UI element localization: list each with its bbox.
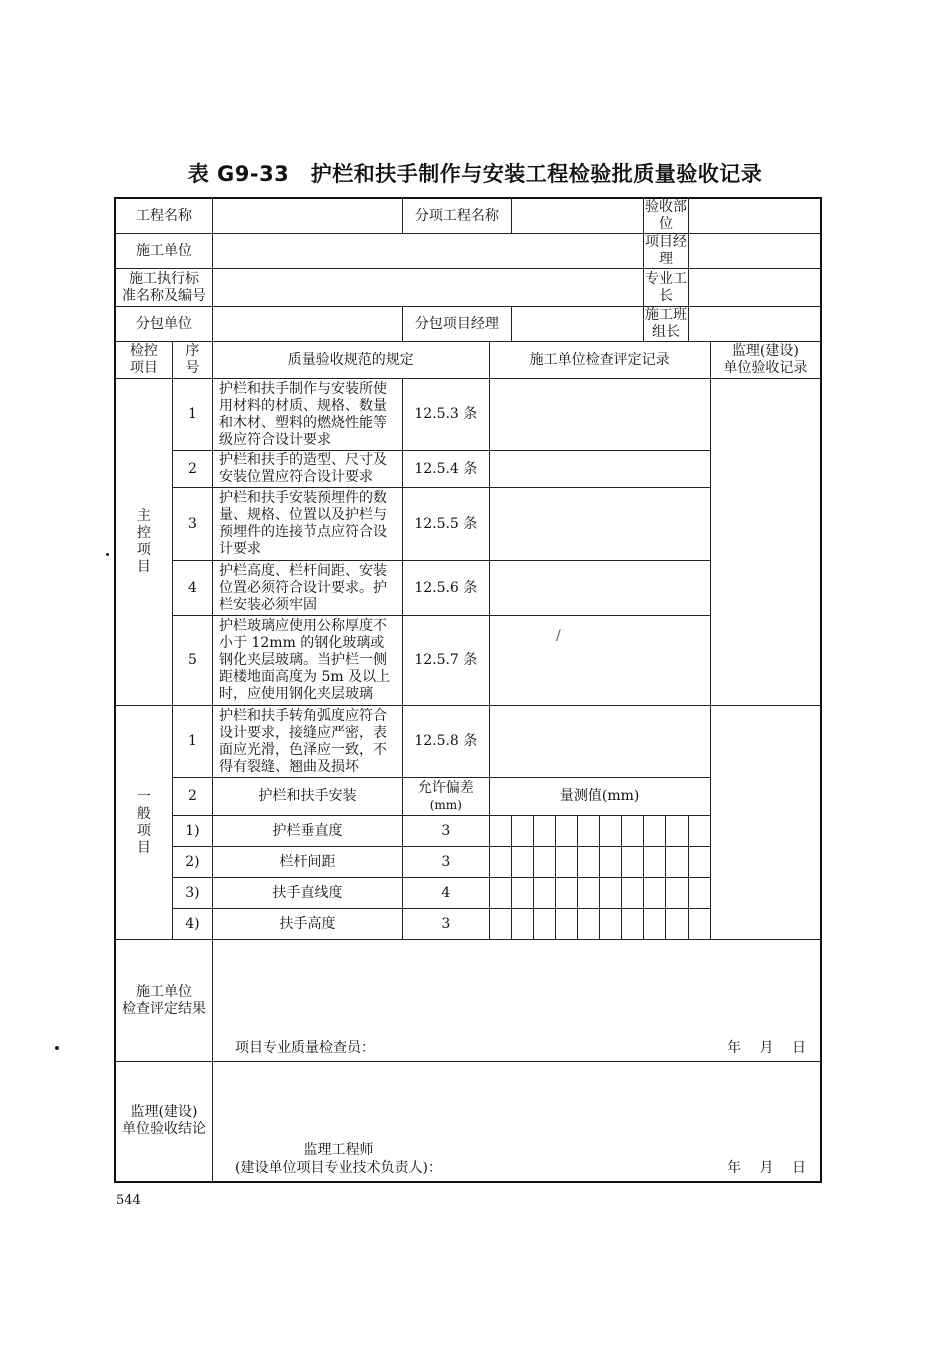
measure-cell[interactable] [666, 909, 688, 940]
construction-result-label: 施工单位 检查评定结果 [115, 940, 213, 1062]
measure-cell[interactable] [644, 909, 666, 940]
sub-item-text: 护栏垂直度 [213, 816, 403, 847]
sub-item-tolerance: 3 [403, 909, 489, 940]
tolerance-header: 允许偏差 (mm) [403, 778, 489, 816]
measure-cell[interactable] [489, 878, 511, 909]
subcontract-manager-field[interactable] [511, 307, 644, 342]
measure-cell[interactable] [688, 878, 710, 909]
measure-cell[interactable] [577, 909, 599, 940]
sub-item-text: 扶手高度 [213, 909, 403, 940]
sub-item-no: 4) [172, 909, 212, 940]
main-item-clause: 12.5.6 条 [403, 561, 489, 616]
measure-cell[interactable] [666, 847, 688, 878]
supervision-conclusion-label: 监理(建设) 单位验收结论 [115, 1062, 213, 1182]
supervision-header: 监理(建设) 单位验收记录 [710, 342, 821, 379]
measure-cell[interactable] [622, 816, 644, 847]
main-item-record[interactable] [489, 379, 710, 451]
standard-label: 施工执行标 准名称及编号 [115, 269, 213, 307]
sub-project-label: 分项工程名称 [403, 198, 512, 234]
scan-speck [55, 1046, 59, 1050]
measure-cell[interactable] [511, 878, 533, 909]
main-item-record[interactable] [489, 561, 710, 616]
project-manager-label: 项目经理 [644, 234, 687, 267]
measure-cell[interactable] [666, 816, 688, 847]
measure-cell[interactable] [622, 878, 644, 909]
measure-cell[interactable] [511, 816, 533, 847]
main-item-record[interactable] [489, 616, 710, 706]
sub-item-no: 2) [172, 847, 212, 878]
general-item-no: 1 [172, 706, 212, 778]
project-manager-field[interactable] [688, 234, 821, 269]
measure-cell[interactable] [555, 847, 577, 878]
main-item-no: 3 [172, 488, 212, 561]
general-item-text: 护栏和扶手转角弧度应符合设计要求，接缝应严密，表面应光滑，色泽应一致，不得有裂缝、翘曲及损坏 [213, 706, 403, 778]
measure-cell[interactable] [577, 847, 599, 878]
measure-cell[interactable] [644, 847, 666, 878]
main-item-text: 护栏和扶手安装预埋件的数量、规格、位置以及护栏与预埋件的连接节点应符合设计要求 [213, 488, 403, 561]
measured-header: 量测值(mm) [489, 778, 710, 816]
sub-item-no: 3) [172, 878, 212, 909]
construction-unit-field[interactable] [213, 234, 644, 269]
main-item-text: 护栏和扶手制作与安装所使用材料的材质、规格、数量和木材、塑料的燃烧性能等级应符合设计要求 [213, 379, 403, 451]
check-item-header: 检控 项目 [115, 342, 172, 379]
measure-cell[interactable] [688, 816, 710, 847]
sub-project-field[interactable] [511, 198, 644, 234]
measure-cell[interactable] [555, 909, 577, 940]
measure-cell[interactable] [533, 909, 555, 940]
professional-foreman-field[interactable] [688, 269, 821, 307]
main-item-no: 5 [172, 616, 212, 706]
measure-cell[interactable] [533, 847, 555, 878]
spec-header: 质量验收规范的规定 [213, 342, 490, 379]
measure-cell[interactable] [577, 878, 599, 909]
measure-cell[interactable] [688, 847, 710, 878]
measure-cell[interactable] [489, 816, 511, 847]
main-item-clause: 12.5.7 条 [403, 616, 489, 706]
measure-cell[interactable] [644, 816, 666, 847]
measure-cell[interactable] [489, 847, 511, 878]
construction-record-header: 施工单位检查评定记录 [489, 342, 710, 379]
measure-cell[interactable] [533, 816, 555, 847]
sub-item-tolerance: 4 [403, 878, 489, 909]
general-item-text: 护栏和扶手安装 [213, 778, 403, 816]
sub-item-text: 扶手直线度 [213, 878, 403, 909]
general-supervision-cell[interactable] [710, 706, 821, 940]
measure-cell[interactable] [511, 847, 533, 878]
main-item-clause: 12.5.5 条 [403, 488, 489, 561]
general-item-clause: 12.5.8 条 [403, 706, 489, 778]
measure-cell[interactable] [511, 909, 533, 940]
acceptance-part-label: 验收部位 [644, 199, 687, 232]
measure-cell[interactable] [555, 878, 577, 909]
team-leader-field[interactable] [688, 307, 821, 342]
measure-cell[interactable] [600, 816, 622, 847]
general-label: 一 般 项 目 [115, 706, 172, 940]
measure-cell[interactable] [489, 909, 511, 940]
main-item-record[interactable] [489, 451, 710, 488]
measure-cell[interactable] [688, 909, 710, 940]
measure-cell[interactable] [622, 909, 644, 940]
main-item-no: 1 [172, 379, 212, 451]
general-item-no: 2 [172, 778, 212, 816]
pen-mark: / [556, 628, 561, 644]
measure-cell[interactable] [555, 816, 577, 847]
measure-cell[interactable] [600, 909, 622, 940]
acceptance-part-field[interactable] [688, 198, 821, 234]
main-item-record[interactable] [489, 488, 710, 561]
sub-item-tolerance: 3 [403, 847, 489, 878]
main-control-label: 主 控 项 目 [115, 379, 172, 706]
page-number: 544 [116, 1193, 141, 1208]
construction-unit-label: 施工单位 [115, 234, 213, 269]
subcontract-manager-label: 分包项目经理 [403, 307, 512, 342]
team-leader-label: 施工班组长 [644, 307, 687, 340]
main-supervision-cell[interactable] [710, 379, 821, 706]
sub-item-no: 1) [172, 816, 212, 847]
construction-result-cell[interactable] [213, 940, 821, 1062]
standard-field[interactable] [213, 269, 644, 307]
measure-cell[interactable] [666, 878, 688, 909]
professional-foreman-label: 专业工长 [644, 269, 688, 307]
measure-cell[interactable] [533, 878, 555, 909]
subcontract-unit-label: 分包单位 [115, 307, 213, 342]
main-item-clause: 12.5.3 条 [403, 379, 489, 451]
conclusion-date: 年 月 日 [727, 1159, 806, 1176]
main-item-clause: 12.5.4 条 [403, 451, 489, 488]
main-item-text: 护栏和扶手的造型、尺寸及安装位置应符合设计要求 [213, 451, 403, 488]
measure-cell[interactable] [622, 847, 644, 878]
main-item-text: 护栏高度、栏杆间距、安装位置必须符合设计要求。护栏安装必须牢固 [213, 561, 403, 616]
measure-cell[interactable] [600, 847, 622, 878]
engineer-label: 监理工程师 (建设单位项目专业技术负责人)： [235, 1141, 442, 1176]
main-item-no: 4 [172, 561, 212, 616]
scan-speck [106, 553, 109, 556]
measure-cell[interactable] [600, 878, 622, 909]
project-name-label: 工程名称 [115, 198, 213, 234]
subcontract-unit-field[interactable] [213, 307, 403, 342]
sub-item-text: 栏杆间距 [213, 847, 403, 878]
page-title: 表 G9-33 护栏和扶手制作与安装工程检验批质量验收记录 [187, 162, 763, 186]
result-date: 年 月 日 [727, 1040, 806, 1056]
sub-item-tolerance: 3 [403, 816, 489, 847]
project-name-field[interactable] [213, 198, 403, 234]
seq-header: 序 号 [172, 342, 212, 379]
main-item-no: 2 [172, 451, 212, 488]
inspector-label: 项目专业质量检查员： [235, 1040, 376, 1056]
main-item-text: 护栏玻璃应使用公称厚度不小于 12mm 的钢化玻璃或钢化夹层玻璃。当护栏一侧距楼地面高度为 5m 及以上时，应使用钢化夹层玻璃 [213, 616, 403, 706]
supervision-conclusion-cell[interactable] [213, 1062, 821, 1182]
general-item-record[interactable] [489, 706, 710, 778]
measure-cell[interactable] [644, 878, 666, 909]
inspection-record-table [114, 197, 822, 1183]
measure-cell[interactable] [577, 816, 599, 847]
